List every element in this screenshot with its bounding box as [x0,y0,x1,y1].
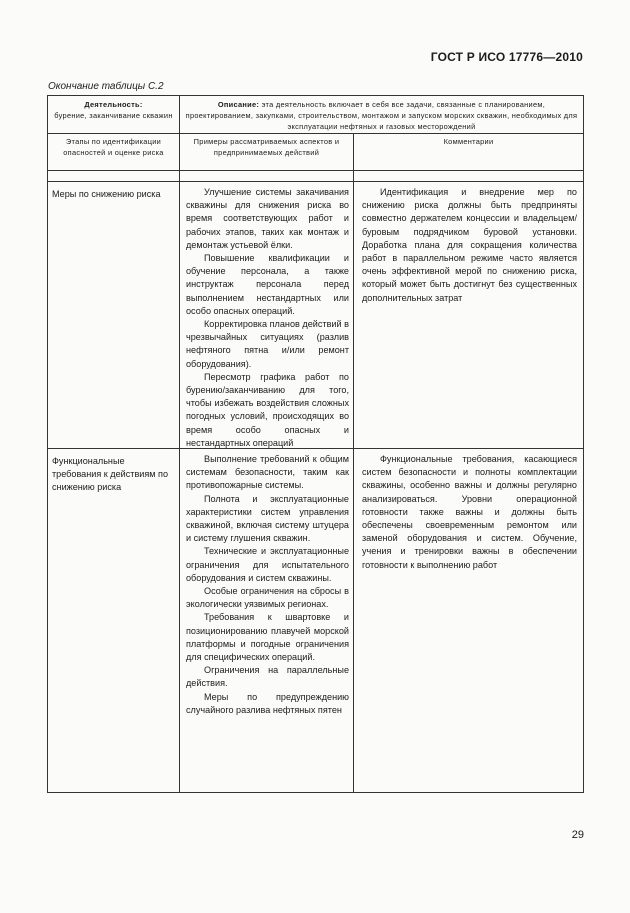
activity-row [48,96,583,134]
example-paragraph: Повышение квалификации и обучение персонала, а также инструктаж персонала перед выполнением нестандартных или особо опасных операций. [186,253,349,316]
spacer-cell-3 [354,171,583,181]
comment-cell [354,182,583,448]
description-value: эта деятельность включает в себя все задачи, связанные с планированием, проектированием, закупками, строительством, монтажом и запуском морских скважин, необходимых для эксплуатации нефтяных и газовых месторождений [185,100,578,131]
examples-cell [180,182,354,448]
comment-text [354,182,583,305]
description-label: Описание: [217,100,260,109]
example-paragraph: Меры по предупреждению случайного разлива нефтяных пятен [186,691,349,715]
risk-table [47,95,584,793]
example-paragraph: Полнота и эксплуатационные характеристики систем управления скважиной, включая систему штуцера и систему глушения скважин. [186,493,349,544]
example-paragraph: Пересмотр графика работ по бурению/заканчиванию для того, чтобы избежать воздействия сложных погодных условий, происходящих во время особо опасных и нестандартных операций [186,371,349,448]
example-paragraph: Ограничения на параллельные действия. [186,665,349,689]
example-paragraph: Корректировка планов действий в чрезвычайных ситуациях (разлив нефтяного пятна и/или ремонт оборудования). [186,319,349,369]
stage-cell [48,182,180,448]
example-paragraph: Улучшение системы закачивания скважины для снижения риска во время соответствующих работ и рабочих этапов, таких как монтаж и демонтаж устьевой ёлки. [186,187,349,250]
column-header-stages: Этапы по идентификации опасностей и оценке риска [48,134,180,170]
activity-cell [48,96,180,133]
example-paragraph: Особые ограничения на сбросы в экологически уязвимых регионах. [186,586,349,610]
spacer-cell-2 [180,171,354,181]
column-header-examples: Примеры рассматриваемых аспектов и предпринимаемых действий [180,134,354,170]
stage-text: Меры по снижению риска [52,189,161,199]
activity-label: Деятельность: [84,100,143,109]
column-header-row [48,134,583,171]
stage-cell [48,449,180,793]
table-caption: Окончание таблицы С.2 [48,81,164,92]
comment-text [354,449,583,572]
column-header-comments: Комментарии [443,137,494,146]
table-row [48,449,583,793]
comment-paragraph: Идентификация и внедрение мер по снижению риска должны быть предприняты совместно держателем концессии и владельцем/буровым подрядчиком буровой установки. Доработка плана для сокращения количества работ в параллельном режиме часто является очень эффективной мерой по снижению риска, который может быть достигнут без существенных дополнительных затрат [362,187,577,303]
description-cell [180,96,583,133]
comment-paragraph: Функциональные требования, касающиеся систем безопасности и полноты комплектации скважины, особенно важны и должны регулярно анализироваться. Уровни операционной готовности также важны и должны быть обеспечены своевременным ремонтом или заменой оборудования и систем. Обучение, учения и тренировки важны в обеспечении готовности к выполнению работ [362,454,577,570]
stage-text: Функциональные требования к действиям по снижению риска [52,456,169,493]
table-row [48,182,583,449]
examples-text [180,449,353,717]
example-paragraph: Требования к швартовке и позиционированию плавучей морской платформы и погодные ограничения для специфических операций. [186,612,349,663]
document-code: ГОСТ Р ИСО 17776—2010 [430,50,583,64]
examples-text [180,182,353,450]
spacer-row [48,171,583,182]
spacer-cell-1 [48,171,180,181]
activity-value: бурение, заканчивание скважин [54,111,173,120]
page-number: 29 [571,829,584,841]
example-paragraph: Выполнение требований к общим системам безопасности, таким как противопожарные системы. [186,454,349,491]
comment-cell [354,449,583,793]
examples-cell [180,449,354,793]
example-paragraph: Технические и эксплуатационные ограничения для испытательного оборудования и систем скважины. [186,546,349,583]
